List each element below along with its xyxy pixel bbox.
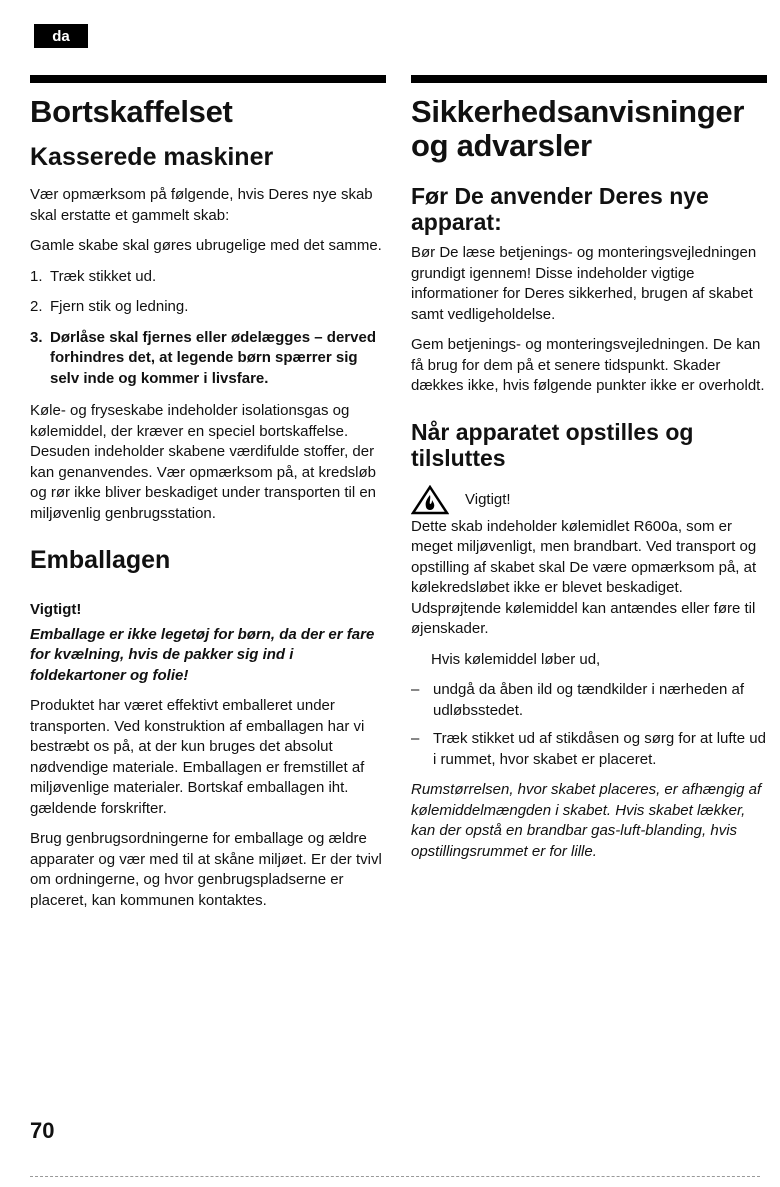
important-label: Vigtigt! xyxy=(30,601,82,618)
heading-packaging: Emballagen xyxy=(30,546,171,574)
heading-before-use: Før De anvender Deres nye apparat: xyxy=(411,183,709,235)
heading-safety: Sikkerhedsanvisninger og advarsler xyxy=(411,94,745,163)
paragraph: Vær opmærksom på følgende, hvis Deres nye skab skal erstatte et gammelt skab: xyxy=(30,186,373,224)
paragraph: Bør De læse betjenings- og monteringsvejledningen grundigt igennem! Disse indeholder vigtige informationer for Deres sikkerhed, brugen af skabet samt vedligeholdelse. xyxy=(411,244,757,323)
fire-warning-icon xyxy=(411,485,449,515)
paragraph: Brug genbrugsordningerne for emballage og ældre apparater og vær med til at skåne miljøet. Er der tvivl om ordningerne, og hvor genbrugspladserne er placeret, kan kommunen kontaktes. xyxy=(30,830,382,909)
list-item: – Træk stikket ud af stikdåsen og sørg for at lufte ud i rummet, hvor skabet er placeret. xyxy=(411,730,766,768)
paragraph: Produktet har været effektivt emballeret under transporten. Ved konstruktion af emballagen har vi bestræbt os på, at der kun bruges det absolut nødvendige materiale. Emballagen er fremstillet af miljøvenlige materialer. Bortskaf emballagen iht. gældende forskrifter. xyxy=(30,697,365,817)
paragraph: Dette skab indeholder kølemidlet R600a, som er meget miljøvenligt, men brandbart. Ved transport og opstilling af skabet skal De være opmærksom på, at kølekredsløbet ikke er blevet beskadiget. Udsprøjtende kølemiddel kan antændes eller føre til øjenskader. xyxy=(411,517,757,637)
warning-row xyxy=(411,485,767,515)
paragraph: Hvis kølemiddel løber ud, xyxy=(431,650,601,668)
left-column xyxy=(30,75,386,921)
language-badge: da xyxy=(34,24,88,48)
step-item: 1. Træk stikket ud. xyxy=(30,267,157,285)
right-column xyxy=(411,75,767,872)
step-item: 2. Fjern stik og ledning. xyxy=(30,298,189,315)
paragraph: Køle- og fryseskabe indeholder isolationsgas og kølemiddel, der kræver en speciel bortskaffelse. Desuden indeholder skabene værdifulde stoffer, der kan genanvendes. Vær opmærksom på, at kredsløb og rør ikke bliver beskadiget under transporten til en miljøvenlig genbrugsstation. xyxy=(30,402,377,522)
page-number: 70 xyxy=(30,1118,55,1143)
heading-disposal: Bortskaffelset xyxy=(30,94,233,129)
important-label: Vigtigt! xyxy=(465,491,511,508)
heading-discarded-appliances: Kasserede maskiner xyxy=(30,143,274,171)
heading-installation: Når apparatet opstilles og tilsluttes xyxy=(411,418,694,471)
section-rule xyxy=(30,75,386,83)
paragraph: Gem betjenings- og monteringsvejledningen. De kan få brug for dem på et senere tidspunkt. Skader dækkes ikke, hvis følgende punkter ikke er overholdt. xyxy=(411,336,765,394)
section-rule xyxy=(411,75,767,83)
paragraph: Gamle skabe skal gøres ubrugelige med det samme. xyxy=(30,237,382,254)
footer-rule xyxy=(30,1176,760,1177)
paragraph: Rumstørrelsen, hvor skabet placeres, er afhængig af kølemiddelmængden i skabet. Hvis skabet lækker, kan der opstå en brandbar gas-luft-blanding, hvis opstillingsrummet er for lille. xyxy=(411,781,762,860)
step-item: 3. Dørlåse skal fjernes eller ødelægges – derved forhindres det, at legende børn spærrer sig selv inde og kommer i livsfare. xyxy=(30,328,376,387)
packaging-warning: Emballage er ikke legetøj for børn, da der er fare for kvælning, hvis de pakker sig ind i foldekartoner og folie! xyxy=(30,625,375,684)
refrigerant-leak-list xyxy=(411,680,767,770)
disposal-steps xyxy=(30,267,386,390)
list-item: – undgå da åben ild og tændkilder i nærheden af udløbsstedet. xyxy=(411,681,745,719)
